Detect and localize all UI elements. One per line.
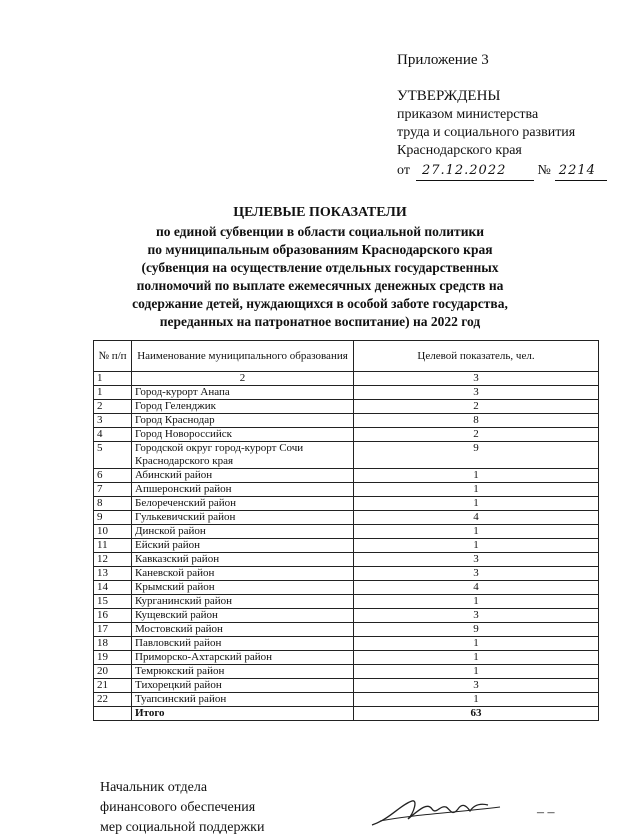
index-cell: 2 bbox=[132, 372, 354, 386]
title-line: переданных на патронатное воспитание) на 2022 год bbox=[159, 314, 481, 329]
row-municipality: Город Геленджик bbox=[132, 400, 354, 414]
table-row bbox=[94, 637, 599, 651]
row-target-value: 1 bbox=[354, 637, 599, 651]
row-target-value: 1 bbox=[354, 595, 599, 609]
row-target-value: 3 bbox=[354, 553, 599, 567]
row-target-value: 4 bbox=[354, 511, 599, 525]
row-target-value: 9 bbox=[354, 623, 599, 637]
row-municipality: Тихорецкий район bbox=[132, 679, 354, 693]
approval-block bbox=[397, 87, 607, 181]
row-municipality: Туапсинский район bbox=[132, 693, 354, 707]
handwritten-signature bbox=[370, 795, 510, 827]
row-number: 3 bbox=[94, 414, 132, 428]
table-row bbox=[94, 414, 599, 428]
signatory-line: Начальник отдела bbox=[100, 780, 208, 795]
signatory-line: мер социальной поддержки bbox=[100, 820, 265, 835]
signatory-block bbox=[100, 778, 264, 838]
row-number: 12 bbox=[94, 553, 132, 567]
row-number: 8 bbox=[94, 497, 132, 511]
table-row bbox=[94, 693, 599, 707]
number-prefix: № bbox=[537, 163, 551, 178]
table-row bbox=[94, 442, 599, 469]
table-row bbox=[94, 386, 599, 400]
row-target-value: 1 bbox=[354, 469, 599, 483]
table-row bbox=[94, 553, 599, 567]
row-municipality: Приморско-Ахтарский район bbox=[132, 651, 354, 665]
table-row bbox=[94, 581, 599, 595]
row-number: 4 bbox=[94, 428, 132, 442]
row-municipality: Курганинский район bbox=[132, 595, 354, 609]
row-number: 13 bbox=[94, 567, 132, 581]
table-header-row bbox=[94, 341, 599, 372]
title-line: содержание детей, нуждающихся в особой заботе государства, bbox=[132, 296, 508, 311]
title-line: по единой субвенции в области социальной политики bbox=[155, 224, 485, 239]
row-municipality: Город-курорт Анапа bbox=[132, 386, 354, 400]
table-index-row bbox=[94, 372, 599, 386]
row-target-value: 1 bbox=[354, 665, 599, 679]
table-row bbox=[94, 497, 599, 511]
table-row bbox=[94, 679, 599, 693]
row-number: 20 bbox=[94, 665, 132, 679]
row-municipality: Белореченский район bbox=[132, 497, 354, 511]
index-cell: 1 bbox=[94, 372, 132, 386]
table-row bbox=[94, 651, 599, 665]
date-prefix: от bbox=[397, 163, 410, 178]
handwritten-date: 27.12.2022 bbox=[416, 162, 534, 181]
title-line: (субвенция на осуществление отдельных государственных bbox=[141, 260, 499, 275]
row-target-value: 9 bbox=[354, 442, 599, 469]
row-target-value: 1 bbox=[354, 483, 599, 497]
approval-line: труда и социального развития bbox=[397, 125, 576, 140]
row-municipality: Гулькевичский район bbox=[132, 511, 354, 525]
row-number: 9 bbox=[94, 511, 132, 525]
row-municipality: Кущевский район bbox=[132, 609, 354, 623]
table-row bbox=[94, 483, 599, 497]
document-title: ЦЕЛЕВЫЕ ПОКАЗАТЕЛИ bbox=[233, 205, 407, 220]
title-line: по муниципальным образованиям Краснодарского края bbox=[147, 242, 493, 257]
row-number: 11 bbox=[94, 539, 132, 553]
row-municipality: Апшеронский район bbox=[132, 483, 354, 497]
row-target-value: 2 bbox=[354, 428, 599, 442]
row-target-value: 1 bbox=[354, 525, 599, 539]
targets-table bbox=[93, 340, 599, 721]
total-empty-cell bbox=[94, 707, 132, 721]
row-number: 22 bbox=[94, 693, 132, 707]
row-municipality: Крымский район bbox=[132, 581, 354, 595]
table-row bbox=[94, 400, 599, 414]
header-num: № п/п bbox=[94, 341, 132, 372]
index-cell: 3 bbox=[354, 372, 599, 386]
row-number: 7 bbox=[94, 483, 132, 497]
header-value: Целевой показатель, чел. bbox=[354, 341, 599, 372]
appendix-label: Приложение 3 bbox=[397, 52, 489, 68]
approval-line: приказом министерства bbox=[397, 107, 539, 122]
handwritten-number: 2214 bbox=[555, 162, 607, 181]
table-row bbox=[94, 428, 599, 442]
row-target-value: 8 bbox=[354, 414, 599, 428]
approval-line: Краснодарского края bbox=[397, 143, 522, 158]
row-number: 17 bbox=[94, 623, 132, 637]
row-municipality: Городской округ город-курорт Сочи Краснодарского края bbox=[132, 442, 354, 469]
row-target-value: 3 bbox=[354, 609, 599, 623]
table-row bbox=[94, 567, 599, 581]
signatory-line: финансового обеспечения bbox=[100, 800, 256, 815]
row-municipality: Кавказский район bbox=[132, 553, 354, 567]
row-municipality: Каневской район bbox=[132, 567, 354, 581]
total-label: Итого bbox=[132, 707, 354, 721]
table-body bbox=[94, 386, 599, 707]
row-target-value: 3 bbox=[354, 386, 599, 400]
table-row bbox=[94, 525, 599, 539]
row-number: 10 bbox=[94, 525, 132, 539]
row-target-value: 2 bbox=[354, 400, 599, 414]
row-number: 1 bbox=[94, 386, 132, 400]
row-target-value: 1 bbox=[354, 539, 599, 553]
title-line: полномочий по выплате ежемесячных денежных средств на bbox=[136, 278, 504, 293]
row-number: 15 bbox=[94, 595, 132, 609]
row-target-value: 1 bbox=[354, 497, 599, 511]
table-row bbox=[94, 623, 599, 637]
table-row bbox=[94, 539, 599, 553]
row-municipality: Мостовский район bbox=[132, 623, 354, 637]
row-number: 6 bbox=[94, 469, 132, 483]
row-municipality: Ейский район bbox=[132, 539, 354, 553]
header-name: Наименование муниципального образования bbox=[132, 341, 354, 372]
row-number: 5 bbox=[94, 442, 132, 469]
row-number: 19 bbox=[94, 651, 132, 665]
row-municipality: Динской район bbox=[132, 525, 354, 539]
row-municipality: Темрюкский район bbox=[132, 665, 354, 679]
row-municipality: Абинский район bbox=[132, 469, 354, 483]
table-row bbox=[94, 595, 599, 609]
row-municipality: Город Краснодар bbox=[132, 414, 354, 428]
table-total-row bbox=[94, 707, 599, 721]
row-target-value: 1 bbox=[354, 651, 599, 665]
row-target-value: 3 bbox=[354, 567, 599, 581]
row-number: 18 bbox=[94, 637, 132, 651]
approval-heading: УТВЕРЖДЕНЫ bbox=[397, 88, 501, 104]
row-number: 21 bbox=[94, 679, 132, 693]
row-municipality: Павловский район bbox=[132, 637, 354, 651]
table-row bbox=[94, 511, 599, 525]
row-target-value: 1 bbox=[354, 693, 599, 707]
row-target-value: 3 bbox=[354, 679, 599, 693]
row-target-value: 4 bbox=[354, 581, 599, 595]
table-row bbox=[94, 469, 599, 483]
row-number: 2 bbox=[94, 400, 132, 414]
row-number: 14 bbox=[94, 581, 132, 595]
approval-date-line bbox=[397, 162, 607, 181]
table-row bbox=[94, 665, 599, 679]
total-value: 63 bbox=[354, 707, 599, 721]
row-municipality: Город Новороссийск bbox=[132, 428, 354, 442]
row-number: 16 bbox=[94, 609, 132, 623]
table-row bbox=[94, 609, 599, 623]
signature-dash: – – bbox=[537, 805, 555, 820]
document-title-block bbox=[100, 204, 540, 331]
